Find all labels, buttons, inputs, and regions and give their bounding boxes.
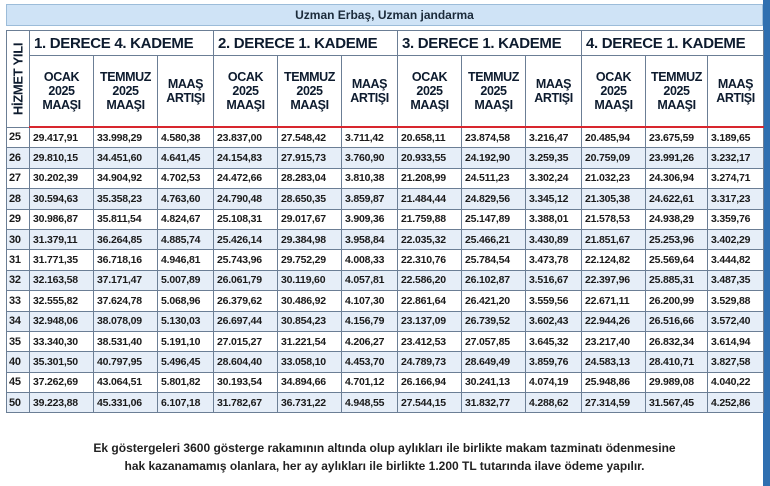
salary-increase-cell: 3.602,43 bbox=[526, 311, 582, 331]
ocak-salary-cell: 24.789,73 bbox=[398, 352, 462, 372]
ocak-salary-cell: 24.472,66 bbox=[214, 168, 278, 188]
service-year-cell: 35 bbox=[7, 331, 30, 351]
table-row bbox=[7, 393, 764, 413]
salary-increase-cell: 4.580,38 bbox=[158, 127, 214, 148]
temmuz-header: TEMMUZ 2025 MAAŞI bbox=[462, 56, 526, 128]
salary-increase-cell: 3.909,36 bbox=[342, 209, 398, 229]
temmuz-salary-cell: 31.221,54 bbox=[278, 331, 342, 351]
salary-increase-cell: 4.641,45 bbox=[158, 148, 214, 168]
salary-increase-cell: 3.760,90 bbox=[342, 148, 398, 168]
salary-increase-cell: 5.007,89 bbox=[158, 270, 214, 290]
ocak-salary-cell: 28.604,40 bbox=[214, 352, 278, 372]
salary-increase-cell: 3.516,67 bbox=[526, 270, 582, 290]
temmuz-salary-cell: 27.548,42 bbox=[278, 127, 342, 148]
salary-increase-cell: 3.430,89 bbox=[526, 229, 582, 249]
ocak-salary-cell: 30.594,63 bbox=[30, 189, 94, 209]
salary-increase-cell: 3.216,47 bbox=[526, 127, 582, 148]
temmuz-header: TEMMUZ 2025 MAAŞI bbox=[94, 56, 158, 128]
salary-increase-cell: 3.402,29 bbox=[708, 229, 764, 249]
temmuz-salary-cell: 25.569,64 bbox=[646, 250, 708, 270]
ocak-header: OCAK 2025 MAAŞI bbox=[30, 56, 94, 128]
temmuz-salary-cell: 33.998,29 bbox=[94, 127, 158, 148]
table-row bbox=[7, 229, 764, 249]
temmuz-salary-cell: 26.421,20 bbox=[462, 291, 526, 311]
temmuz-salary-cell: 33.058,10 bbox=[278, 352, 342, 372]
footer-line-1: Ek göstergeleri 3600 gösterge rakamının altında olup aylıkları ile birlikte makam tazminatı ödenmesine bbox=[93, 441, 676, 455]
footer-line-2: hak kazanamamış olanlara, her ay aylıkları ile birlikte 1.200 TL tutarında ilave ödeme yapılır. bbox=[124, 459, 645, 473]
salary-increase-cell: 3.274,71 bbox=[708, 168, 764, 188]
service-year-cell: 33 bbox=[7, 291, 30, 311]
salary-increase-cell: 4.702,53 bbox=[158, 168, 214, 188]
ocak-salary-cell: 37.262,69 bbox=[30, 372, 94, 392]
salary-increase-cell: 3.958,84 bbox=[342, 229, 398, 249]
table-row bbox=[7, 331, 764, 351]
salary-increase-cell: 5.801,82 bbox=[158, 372, 214, 392]
temmuz-salary-cell: 43.064,51 bbox=[94, 372, 158, 392]
ocak-salary-cell: 22.035,32 bbox=[398, 229, 462, 249]
salary-increase-cell: 4.948,55 bbox=[342, 393, 398, 413]
ocak-salary-cell: 26.061,79 bbox=[214, 270, 278, 290]
service-year-cell: 50 bbox=[7, 393, 30, 413]
salary-increase-cell: 4.824,67 bbox=[158, 209, 214, 229]
salary-increase-cell: 4.206,27 bbox=[342, 331, 398, 351]
table-row bbox=[7, 352, 764, 372]
ocak-salary-cell: 30.986,87 bbox=[30, 209, 94, 229]
artis-header: MAAŞ ARTIŞI bbox=[526, 56, 582, 128]
salary-increase-cell: 4.156,79 bbox=[342, 311, 398, 331]
salary-increase-cell: 3.473,78 bbox=[526, 250, 582, 270]
salary-increase-cell: 3.529,88 bbox=[708, 291, 764, 311]
year-column-label: HİZMET YILI bbox=[10, 42, 26, 115]
service-year-cell: 25 bbox=[7, 127, 30, 148]
service-year-cell: 26 bbox=[7, 148, 30, 168]
ocak-salary-cell: 24.583,13 bbox=[582, 352, 646, 372]
temmuz-salary-cell: 26.739,52 bbox=[462, 311, 526, 331]
ocak-salary-cell: 21.484,44 bbox=[398, 189, 462, 209]
salary-increase-cell: 5.191,10 bbox=[158, 331, 214, 351]
salary-increase-cell: 5.130,03 bbox=[158, 311, 214, 331]
artis-header: MAAŞ ARTIŞI bbox=[158, 56, 214, 128]
temmuz-header: TEMMUZ 2025 MAAŞI bbox=[278, 56, 342, 128]
salary-increase-cell: 4.885,74 bbox=[158, 229, 214, 249]
ocak-salary-cell: 23.137,09 bbox=[398, 311, 462, 331]
salary-increase-cell: 4.008,33 bbox=[342, 250, 398, 270]
temmuz-salary-cell: 23.991,26 bbox=[646, 148, 708, 168]
table-row bbox=[7, 270, 764, 290]
salary-increase-cell: 4.057,81 bbox=[342, 270, 398, 290]
ocak-salary-cell: 25.108,31 bbox=[214, 209, 278, 229]
ocak-salary-cell: 26.697,44 bbox=[214, 311, 278, 331]
temmuz-salary-cell: 30.119,60 bbox=[278, 270, 342, 290]
temmuz-salary-cell: 29.017,67 bbox=[278, 209, 342, 229]
ocak-header: OCAK 2025 MAAŞI bbox=[214, 56, 278, 128]
artis-header: MAAŞ ARTIŞI bbox=[708, 56, 764, 128]
salary-increase-cell: 6.107,18 bbox=[158, 393, 214, 413]
temmuz-salary-cell: 28.649,49 bbox=[462, 352, 526, 372]
group-header-4: 4. DERECE 1. KADEME bbox=[582, 31, 764, 56]
salary-increase-cell: 4.701,12 bbox=[342, 372, 398, 392]
salary-increase-cell: 4.763,60 bbox=[158, 189, 214, 209]
temmuz-salary-cell: 23.675,59 bbox=[646, 127, 708, 148]
service-year-cell: 31 bbox=[7, 250, 30, 270]
temmuz-salary-cell: 29.989,08 bbox=[646, 372, 708, 392]
salary-table bbox=[6, 30, 764, 413]
temmuz-salary-cell: 25.784,54 bbox=[462, 250, 526, 270]
ocak-salary-cell: 26.166,94 bbox=[398, 372, 462, 392]
table-row bbox=[7, 250, 764, 270]
temmuz-salary-cell: 36.731,22 bbox=[278, 393, 342, 413]
footer-note bbox=[6, 439, 763, 475]
group-header-1: 1. DERECE 4. KADEME bbox=[30, 31, 214, 56]
salary-increase-cell: 3.614,94 bbox=[708, 331, 764, 351]
temmuz-salary-cell: 26.516,66 bbox=[646, 311, 708, 331]
temmuz-salary-cell: 26.832,34 bbox=[646, 331, 708, 351]
temmuz-header: TEMMUZ 2025 MAAŞI bbox=[646, 56, 708, 128]
temmuz-salary-cell: 35.811,54 bbox=[94, 209, 158, 229]
salary-increase-cell: 4.107,30 bbox=[342, 291, 398, 311]
salary-increase-cell: 4.453,70 bbox=[342, 352, 398, 372]
salary-increase-cell: 3.827,58 bbox=[708, 352, 764, 372]
salary-increase-cell: 3.317,23 bbox=[708, 189, 764, 209]
ocak-header: OCAK 2025 MAAŞI bbox=[398, 56, 462, 128]
temmuz-salary-cell: 36.264,85 bbox=[94, 229, 158, 249]
ocak-salary-cell: 30.202,39 bbox=[30, 168, 94, 188]
group-header-3: 3. DERECE 1. KADEME bbox=[398, 31, 582, 56]
temmuz-salary-cell: 26.102,87 bbox=[462, 270, 526, 290]
ocak-salary-cell: 20.759,09 bbox=[582, 148, 646, 168]
sub-header-row bbox=[7, 56, 764, 128]
temmuz-salary-cell: 24.829,56 bbox=[462, 189, 526, 209]
salary-increase-cell: 3.444,82 bbox=[708, 250, 764, 270]
table-row bbox=[7, 127, 764, 148]
temmuz-salary-cell: 23.874,58 bbox=[462, 127, 526, 148]
table-row bbox=[7, 291, 764, 311]
salary-increase-cell: 4.252,86 bbox=[708, 393, 764, 413]
ocak-salary-cell: 30.193,54 bbox=[214, 372, 278, 392]
temmuz-salary-cell: 30.241,13 bbox=[462, 372, 526, 392]
ocak-salary-cell: 23.837,00 bbox=[214, 127, 278, 148]
table-row bbox=[7, 168, 764, 188]
temmuz-salary-cell: 40.797,95 bbox=[94, 352, 158, 372]
temmuz-salary-cell: 27.915,73 bbox=[278, 148, 342, 168]
service-year-cell: 34 bbox=[7, 311, 30, 331]
salary-increase-cell: 3.259,35 bbox=[526, 148, 582, 168]
temmuz-salary-cell: 24.938,29 bbox=[646, 209, 708, 229]
salary-increase-cell: 3.302,24 bbox=[526, 168, 582, 188]
salary-increase-cell: 5.068,96 bbox=[158, 291, 214, 311]
ocak-salary-cell: 26.379,62 bbox=[214, 291, 278, 311]
ocak-salary-cell: 23.217,40 bbox=[582, 331, 646, 351]
ocak-salary-cell: 35.301,50 bbox=[30, 352, 94, 372]
temmuz-salary-cell: 24.306,94 bbox=[646, 168, 708, 188]
artis-header: MAAŞ ARTIŞI bbox=[342, 56, 398, 128]
temmuz-salary-cell: 34.904,92 bbox=[94, 168, 158, 188]
ocak-header: OCAK 2025 MAAŞI bbox=[582, 56, 646, 128]
ocak-salary-cell: 25.426,14 bbox=[214, 229, 278, 249]
ocak-salary-cell: 31.379,11 bbox=[30, 229, 94, 249]
ocak-salary-cell: 22.861,64 bbox=[398, 291, 462, 311]
ocak-salary-cell: 33.340,30 bbox=[30, 331, 94, 351]
table-row bbox=[7, 209, 764, 229]
ocak-salary-cell: 21.032,23 bbox=[582, 168, 646, 188]
salary-increase-cell: 3.859,87 bbox=[342, 189, 398, 209]
temmuz-salary-cell: 38.531,40 bbox=[94, 331, 158, 351]
salary-increase-cell: 4.946,81 bbox=[158, 250, 214, 270]
salary-increase-cell: 3.487,35 bbox=[708, 270, 764, 290]
salary-increase-cell: 3.388,01 bbox=[526, 209, 582, 229]
temmuz-salary-cell: 28.650,35 bbox=[278, 189, 342, 209]
temmuz-salary-cell: 25.885,31 bbox=[646, 270, 708, 290]
table-row bbox=[7, 189, 764, 209]
temmuz-salary-cell: 27.057,85 bbox=[462, 331, 526, 351]
temmuz-salary-cell: 37.624,78 bbox=[94, 291, 158, 311]
temmuz-salary-cell: 30.486,92 bbox=[278, 291, 342, 311]
salary-increase-cell: 3.859,76 bbox=[526, 352, 582, 372]
salary-increase-cell: 3.572,40 bbox=[708, 311, 764, 331]
salary-increase-cell: 3.345,12 bbox=[526, 189, 582, 209]
ocak-salary-cell: 29.417,91 bbox=[30, 127, 94, 148]
ocak-salary-cell: 24.790,48 bbox=[214, 189, 278, 209]
ocak-salary-cell: 32.555,82 bbox=[30, 291, 94, 311]
ocak-salary-cell: 22.671,11 bbox=[582, 291, 646, 311]
temmuz-salary-cell: 34.451,60 bbox=[94, 148, 158, 168]
salary-increase-cell: 3.810,38 bbox=[342, 168, 398, 188]
ocak-salary-cell: 39.223,88 bbox=[30, 393, 94, 413]
temmuz-salary-cell: 36.718,16 bbox=[94, 250, 158, 270]
temmuz-salary-cell: 29.384,98 bbox=[278, 229, 342, 249]
ocak-salary-cell: 20.933,55 bbox=[398, 148, 462, 168]
ocak-salary-cell: 21.305,38 bbox=[582, 189, 646, 209]
ocak-salary-cell: 21.208,99 bbox=[398, 168, 462, 188]
temmuz-salary-cell: 37.171,47 bbox=[94, 270, 158, 290]
group-header-2: 2. DERECE 1. KADEME bbox=[214, 31, 398, 56]
ocak-salary-cell: 21.851,67 bbox=[582, 229, 646, 249]
service-year-cell: 40 bbox=[7, 352, 30, 372]
salary-increase-cell: 3.645,32 bbox=[526, 331, 582, 351]
salary-increase-cell: 4.040,22 bbox=[708, 372, 764, 392]
ocak-salary-cell: 20.485,94 bbox=[582, 127, 646, 148]
salary-increase-cell: 4.288,62 bbox=[526, 393, 582, 413]
service-year-cell: 27 bbox=[7, 168, 30, 188]
temmuz-salary-cell: 38.078,09 bbox=[94, 311, 158, 331]
temmuz-salary-cell: 34.894,66 bbox=[278, 372, 342, 392]
temmuz-salary-cell: 28.410,71 bbox=[646, 352, 708, 372]
ocak-salary-cell: 25.948,86 bbox=[582, 372, 646, 392]
ocak-salary-cell: 27.015,27 bbox=[214, 331, 278, 351]
ocak-salary-cell: 24.154,83 bbox=[214, 148, 278, 168]
table-title: Uzman Erbaş, Uzman jandarma bbox=[6, 4, 763, 26]
temmuz-salary-cell: 30.854,23 bbox=[278, 311, 342, 331]
ocak-salary-cell: 22.944,26 bbox=[582, 311, 646, 331]
service-year-cell: 30 bbox=[7, 229, 30, 249]
ocak-salary-cell: 25.743,96 bbox=[214, 250, 278, 270]
ocak-salary-cell: 31.782,67 bbox=[214, 393, 278, 413]
temmuz-salary-cell: 26.200,99 bbox=[646, 291, 708, 311]
ocak-salary-cell: 29.810,15 bbox=[30, 148, 94, 168]
ocak-salary-cell: 22.124,82 bbox=[582, 250, 646, 270]
page-edge-bar bbox=[763, 0, 770, 486]
service-year-cell: 28 bbox=[7, 189, 30, 209]
table-row bbox=[7, 311, 764, 331]
ocak-salary-cell: 21.759,88 bbox=[398, 209, 462, 229]
ocak-salary-cell: 32.948,06 bbox=[30, 311, 94, 331]
ocak-salary-cell: 21.578,53 bbox=[582, 209, 646, 229]
ocak-salary-cell: 22.310,76 bbox=[398, 250, 462, 270]
temmuz-salary-cell: 31.567,45 bbox=[646, 393, 708, 413]
ocak-salary-cell: 27.544,15 bbox=[398, 393, 462, 413]
temmuz-salary-cell: 25.253,96 bbox=[646, 229, 708, 249]
temmuz-salary-cell: 31.832,77 bbox=[462, 393, 526, 413]
ocak-salary-cell: 23.412,53 bbox=[398, 331, 462, 351]
year-column-header bbox=[7, 31, 30, 128]
service-year-cell: 45 bbox=[7, 372, 30, 392]
salary-increase-cell: 4.074,19 bbox=[526, 372, 582, 392]
temmuz-salary-cell: 35.358,23 bbox=[94, 189, 158, 209]
ocak-salary-cell: 27.314,59 bbox=[582, 393, 646, 413]
temmuz-salary-cell: 24.192,90 bbox=[462, 148, 526, 168]
temmuz-salary-cell: 29.752,29 bbox=[278, 250, 342, 270]
ocak-salary-cell: 22.586,20 bbox=[398, 270, 462, 290]
salary-increase-cell: 3.559,56 bbox=[526, 291, 582, 311]
temmuz-salary-cell: 45.331,06 bbox=[94, 393, 158, 413]
temmuz-salary-cell: 24.622,61 bbox=[646, 189, 708, 209]
temmuz-salary-cell: 25.466,21 bbox=[462, 229, 526, 249]
service-year-cell: 32 bbox=[7, 270, 30, 290]
temmuz-salary-cell: 24.511,23 bbox=[462, 168, 526, 188]
ocak-salary-cell: 22.397,96 bbox=[582, 270, 646, 290]
temmuz-salary-cell: 25.147,89 bbox=[462, 209, 526, 229]
ocak-salary-cell: 31.771,35 bbox=[30, 250, 94, 270]
salary-rows bbox=[7, 127, 764, 413]
ocak-salary-cell: 20.658,11 bbox=[398, 127, 462, 148]
salary-increase-cell: 5.496,45 bbox=[158, 352, 214, 372]
salary-increase-cell: 3.189,65 bbox=[708, 127, 764, 148]
salary-increase-cell: 3.359,76 bbox=[708, 209, 764, 229]
temmuz-salary-cell: 28.283,04 bbox=[278, 168, 342, 188]
salary-increase-cell: 3.711,42 bbox=[342, 127, 398, 148]
service-year-cell: 29 bbox=[7, 209, 30, 229]
salary-increase-cell: 3.232,17 bbox=[708, 148, 764, 168]
table-row bbox=[7, 372, 764, 392]
ocak-salary-cell: 32.163,58 bbox=[30, 270, 94, 290]
table-row bbox=[7, 148, 764, 168]
